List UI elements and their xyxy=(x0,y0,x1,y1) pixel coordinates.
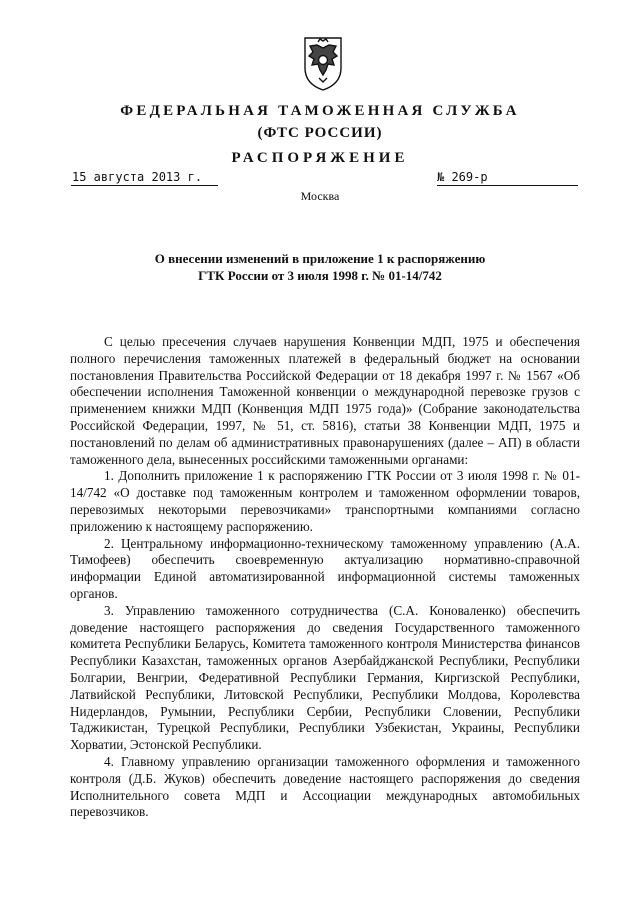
preamble-paragraph: С целью пресечения случаев нарушения Конвенции МДП, 1975 и обеспечения полного перечисления таможенных платежей в федеральный бюджет на основании постановления Правительства Российской Федерации от 18 декабря 1997 г. № 1567 «Об обеспечении исполнения Таможенной конвенции о международной перевозке грузов с применением книжки МДП (Конвенция МДП 1975 года)» (Собрание законодательства Российской Федерации, 1997, № 51, ст. 5816), статьи 38 Конвенции МДП, 1975 и постановлений по делам об административных правонарушениях (далее – АП) в области таможенного дела, вынесенных российскими таможенными органами: xyxy=(70,334,580,467)
document-type: РАСПОРЯЖЕНИЕ xyxy=(231,150,409,166)
title-line-1: О внесении изменений в приложение 1 к распоряжению xyxy=(154,251,486,266)
clause-3: 3. Управлению таможенного сотрудничества (С.А. Коноваленко) обеспечить доведение настоящего распоряжения до сведения Государственного таможенного комитета Республики Беларусь, Комитета таможенного контроля Министерства финансов Республики Казахстан, таможенных органов Азербайджанской Республики, Республики Болгарии, Венгрии, Федеративной Республики Германия, Киргизской Республики, Латвийской Республики, Литовской Республики, Республики Молдова, Королевства Нидерландов, Румынии, Республики Сербии, Республики Словении, Республики Таджикистан, Турецкой Республики, Республики Узбекистан, Украины, Республики Хорватии, Эстонской Республики. xyxy=(70,602,580,753)
document-date: 15 августа 2013 г. xyxy=(71,170,218,186)
clause-4: 4. Главному управлению организации таможенного оформления и таможенного контроля (Д.Б. Жуков) обеспечить доведение настоящего распоряжения до сведения Исполнительного совета МДП и Ассоциации международных автомобильных перевозчиков. xyxy=(70,753,580,820)
document-city: Москва xyxy=(300,189,340,203)
coat-of-arms-icon xyxy=(300,34,346,92)
document-number: № 269-р xyxy=(437,170,578,186)
clause-1: 1. Дополнить приложение 1 к распоряжению ГТК России от 3 июля 1998 г. № 01-14/742 «О доставке под таможенным контролем и таможенном оформлении товаров, перевозимых некоторыми перевозчиками» транспортными компаниями согласно приложению к настоящему распоряжению. xyxy=(70,468,580,534)
document-body xyxy=(70,334,580,821)
clause-2: 2. Центральному информационно-техническому таможенному управлению (А.А. Тимофеев) обеспечить своевременную актуализацию нормативно-справочной информации Единой автоматизированной информационной системы таможенных органов. xyxy=(70,535,580,601)
agency-name: ФЕДЕРАЛЬНАЯ ТАМОЖЕННАЯ СЛУЖБА xyxy=(120,103,520,119)
title-line-2: ГТК России от 3 июля 1998 г. № 01-14/742 xyxy=(198,268,442,283)
document-title xyxy=(0,250,640,284)
agency-abbreviation: (ФТС РОССИИ) xyxy=(257,125,383,141)
